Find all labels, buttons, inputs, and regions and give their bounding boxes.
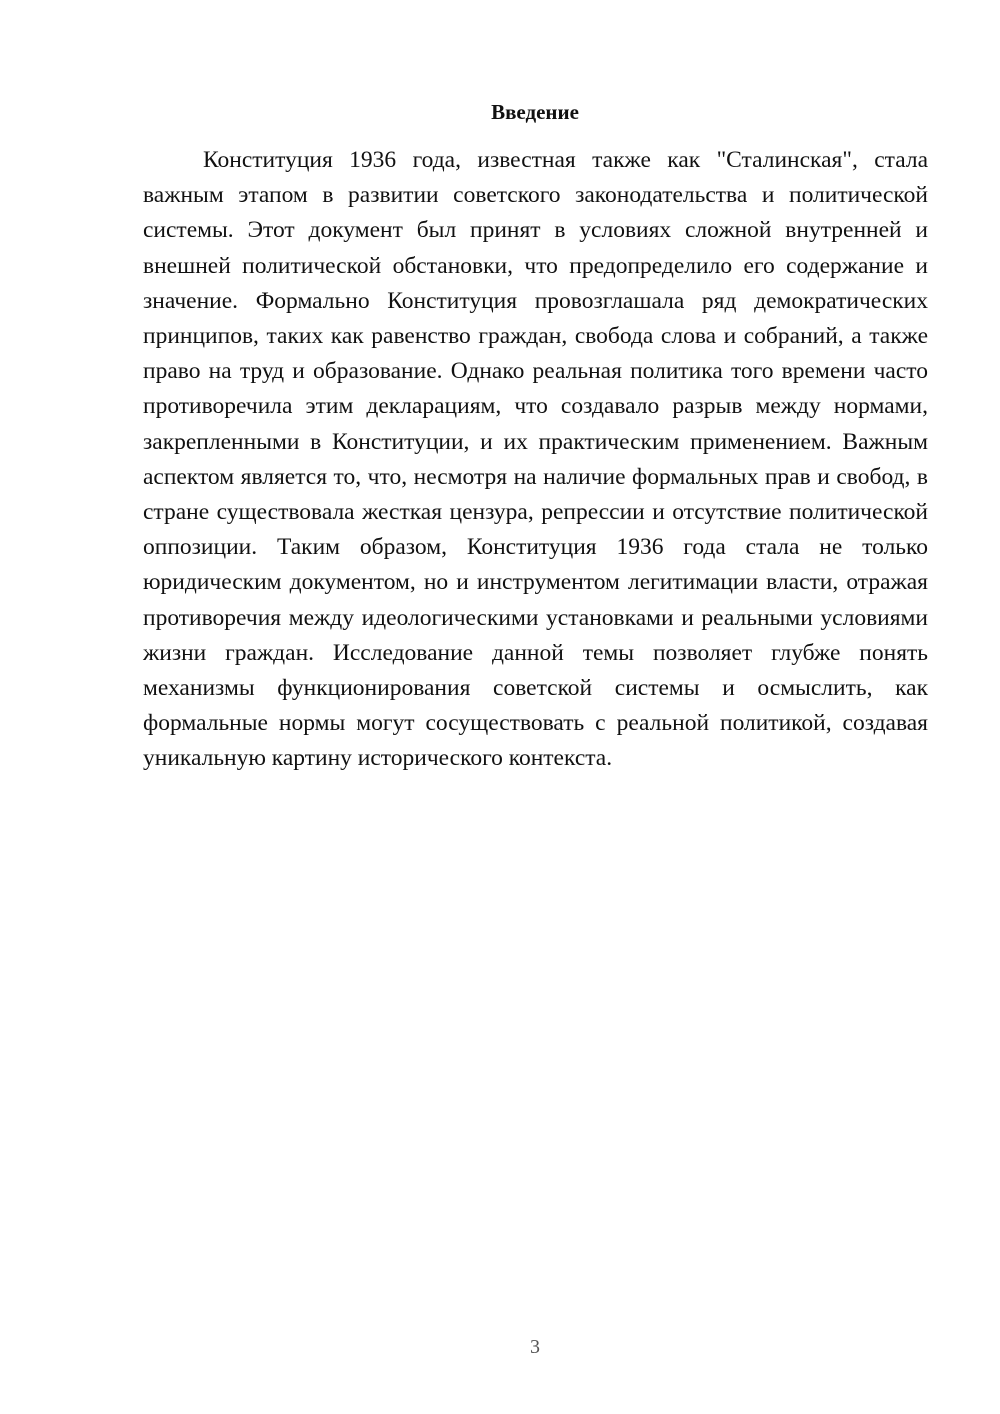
page-number: 3 bbox=[530, 1336, 540, 1358]
body-paragraph: Конституция 1936 года, известная также как "Сталинская", стала важным этапом в развитии советского законодательства и политической системы. Этот документ был принят в условиях сложной внутренней и внешней политической обстановки, что предопределило его содержание и значение. Формально Конституция провозглашала ряд демократических принципов, таких как равенство граждан, свобода слова и собраний, а также право на труд и образование. Однако реальная политика того времени часто противоречила этим декларациям, что создавало разрыв между нормами, закрепленными в Конституции, и их практическим применением. Важным аспектом является то, что, несмотря на наличие формальных прав и свобод, в стране существовала жесткая цензура, репрессии и отсутствие политической оппозиции. Таким образом, Конституция 1936 года стала не только юридическим документом, но и инструментом легитимации власти, отражая противоречия между идеологическими установками и реальными условиями жизни граждан. Исследование данной темы позволяет глубже понять механизмы функционирования советской системы и осмыслить, как формальные нормы могут сосуществовать с реальной политикой, создавая уникальную картину исторического контекста. bbox=[143, 147, 928, 772]
section-title: Введение bbox=[491, 100, 579, 124]
